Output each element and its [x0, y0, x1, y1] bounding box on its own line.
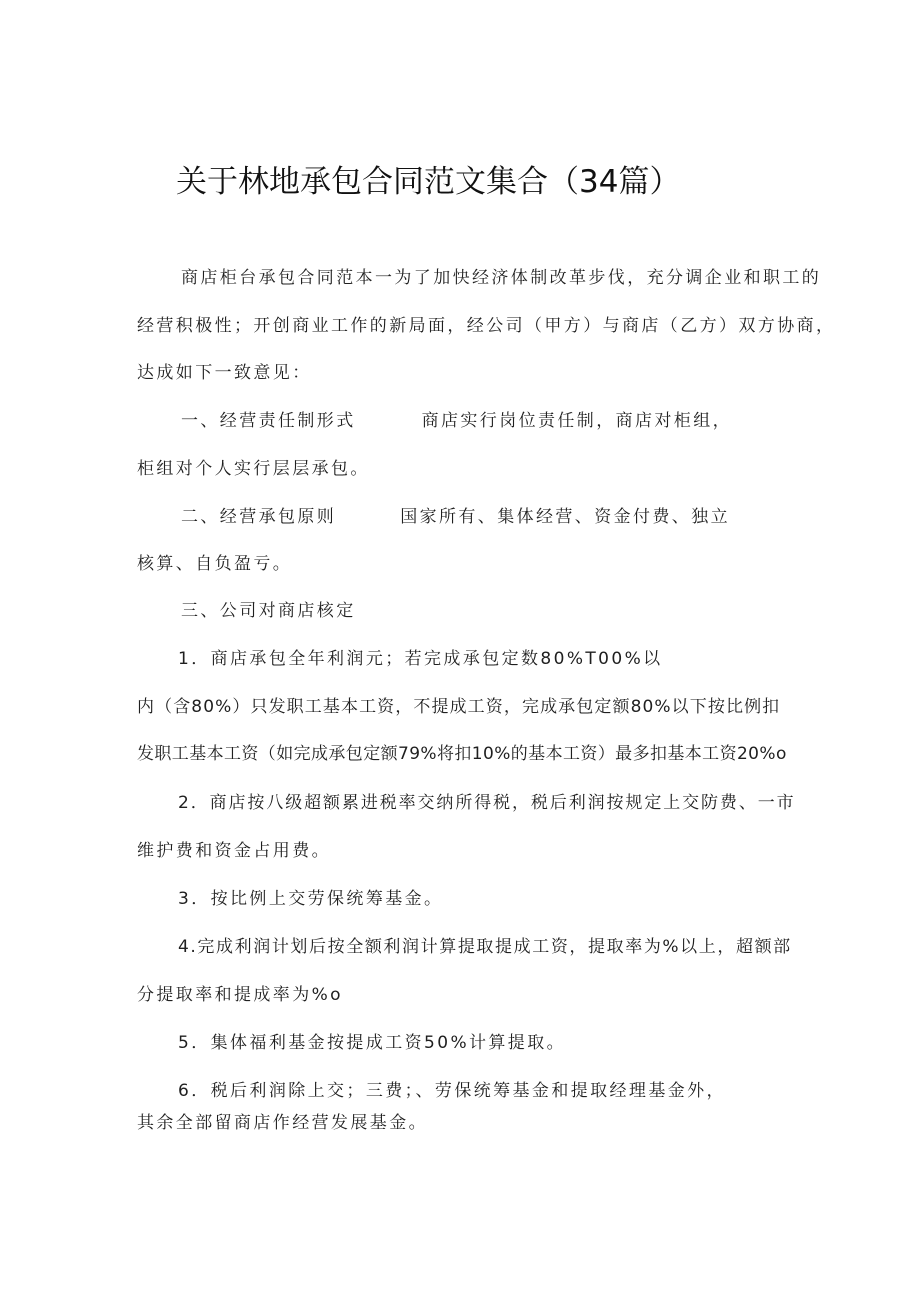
item-2-line-1: 2．商店按八级超额累进税率交纳所得税，税后利润按规定上交防费、一市 — [178, 793, 796, 813]
section-2-continuation: 核算、自负盈亏。 — [137, 554, 293, 574]
section-1-line — [181, 408, 732, 434]
section-2-heading: 二、经营承包原则 — [181, 507, 337, 527]
document-title: 关于林地承包合同范文集合（34篇） — [176, 164, 681, 200]
intro-line-2: 经营积极性；开创商业工作的新局面，经公司（甲方）与商店（乙方）双方协商， — [137, 316, 836, 336]
item-5-line-1: 5．集体福利基金按提成工资50%计算提取。 — [178, 1033, 567, 1053]
section-1-continuation: 柜组对个人实行层层承包。 — [137, 459, 370, 479]
item-2-line-2: 维护费和资金占用费。 — [137, 841, 331, 861]
item-4-line-1: 4.完成利润计划后按全额利润计算提取提成工资，提取率为%以上，超额部 — [178, 937, 792, 957]
item-1-line-2: 内（含80%）只发职工基本工资，不提成工资，完成承包定额80%以下按比例扣 — [137, 697, 781, 717]
item-1-line-3: 发职工基本工资（如完成承包定额79%将扣10%的基本工资）最多扣基本工资20%o — [137, 744, 787, 764]
section-1-heading: 一、经营责任制形式 — [181, 411, 356, 431]
section-1-text: 商店实行岗位责任制，商店对柜组， — [421, 411, 733, 431]
item-3-line-1: 3．按比例上交劳保统筹基金。 — [178, 889, 444, 909]
intro-line-1: 商店柜台承包合同范本一为了加快经济体制改革步伐，充分调企业和职工的 — [181, 268, 822, 288]
item-6-line-2: 其余全部留商店作经营发展基金。 — [137, 1113, 428, 1133]
item-1-line-1: 1．商店承包全年利润元；若完成承包定数80%T00%以 — [178, 649, 663, 669]
item-6-line-1: 6．税后利润除上交；三费；、劳保统筹基金和提取经理基金外， — [178, 1081, 726, 1101]
intro-line-3: 达成如下一致意见： — [137, 363, 312, 383]
section-3-heading: 三、公司对商店核定 — [181, 601, 356, 621]
item-4-line-2: 分提取率和提成率为%o — [137, 985, 343, 1005]
section-2-text: 国家所有、集体经营、资金付费、独立 — [400, 507, 731, 527]
section-2-line — [181, 504, 730, 530]
